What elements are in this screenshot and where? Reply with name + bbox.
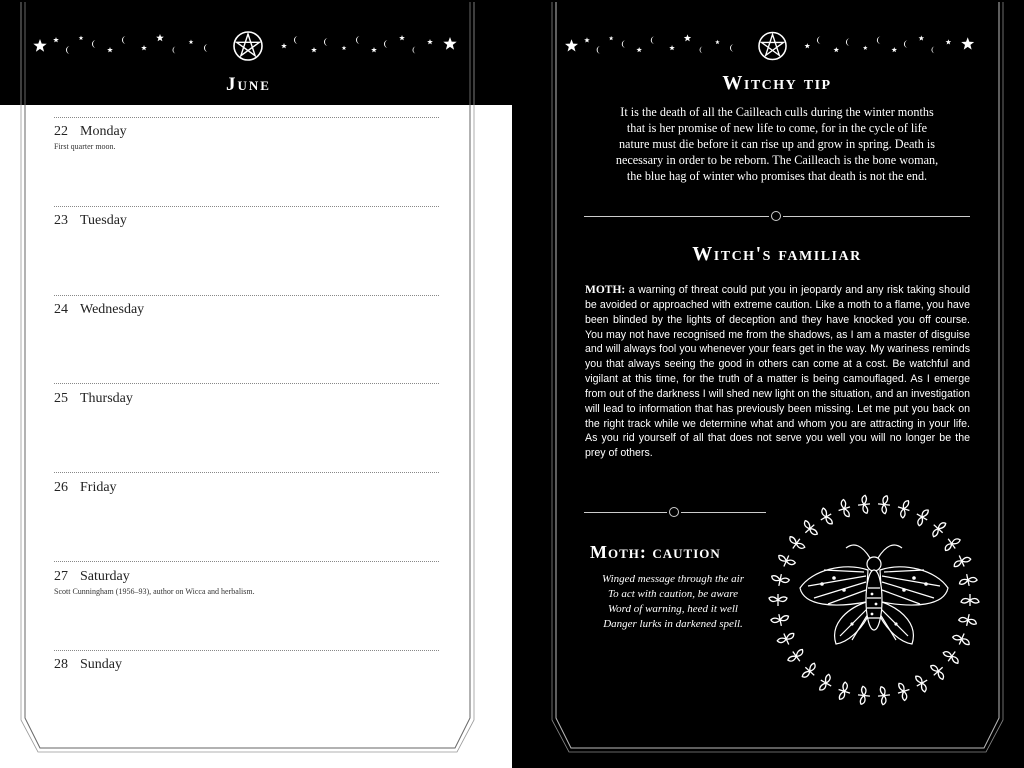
day-note: First quarter moon. (54, 142, 116, 151)
day-name: Monday (80, 124, 127, 139)
day-divider (54, 117, 439, 118)
day-entry-wednesday (54, 300, 438, 318)
tip-line: It is the death of all the Cailleach culls during the winter months (620, 105, 934, 119)
day-number: 25 (54, 391, 68, 406)
day-divider (54, 650, 439, 651)
witchy-tip-text (592, 104, 962, 184)
day-name: Thursday (80, 391, 133, 406)
poem-line: Winged message through the air (602, 573, 744, 585)
day-entry-thursday (54, 389, 438, 407)
day-number: 26 (54, 480, 68, 495)
moth-caution-title: Moth: caution (590, 542, 721, 562)
day-number: 22 (54, 124, 68, 139)
day-name: Wednesday (80, 302, 145, 317)
day-note: Scott Cunningham (1956–93), author on Wicca and herbalism. (54, 587, 255, 596)
day-name: Saturday (80, 569, 130, 584)
day-name: Friday (80, 480, 117, 495)
witchs-familiar-title: Witch's familiar (692, 243, 862, 265)
day-entry-sunday (54, 655, 438, 673)
day-entry-saturday (54, 567, 438, 596)
poem-line: Word of warning, heed it well (608, 603, 738, 615)
day-name: Tuesday (80, 213, 127, 228)
stars-moons-pentacle-icon (26, 26, 471, 66)
section-divider (584, 506, 766, 518)
day-entry-tuesday (54, 211, 438, 229)
month-title: June (226, 74, 271, 95)
section-divider (584, 210, 970, 222)
day-number: 23 (54, 213, 68, 228)
day-number: 24 (54, 302, 68, 317)
day-number: 27 (54, 569, 68, 584)
day-divider (54, 295, 439, 296)
day-divider (54, 383, 439, 384)
tip-line: that is her promise of new life to come, for in the cycle of life (626, 121, 928, 135)
day-name: Sunday (80, 657, 122, 672)
tip-line: the blue hag of winter who promises that death is not the end. (626, 169, 928, 183)
day-entry-monday (54, 122, 438, 151)
tip-line: necessary in order to be reborn. The Cailleach is the bone woman, (615, 153, 939, 167)
right-page (512, 0, 1024, 768)
day-number: 28 (54, 657, 68, 672)
tip-line: nature must die before it can rise up and grow in spring. Death is (618, 137, 936, 151)
day-divider (54, 472, 439, 473)
familiar-lead: MOTH: (585, 284, 626, 296)
poem-line: To act with caution, be aware (608, 588, 738, 600)
caution-poem (588, 572, 758, 632)
familiar-text: a warning of threat could put you in jeopardy and any risk taking should be avoided or approached with extreme caution. Like a moth to a flame, you have been blinded by the lights of deception and they have knocked you off course. You may not have recognised me from the shadows, as I am a master of disguise and will always fool you whenever your fears get in the way. My wariness reminds you that always seeing the good in others can come at a cost. Be watchful and vigilant at this time, for the truth of a matter is being camouflaged. As I emerge from out of the darkness I will shed new light on the situation, and an investigation will lead to information that has previously been missing. Let me put you back on the right track while we determine what and whom you are attracting in your life. As you rid yourself of all that does not serve you well you will no longer be the prey of others. (585, 284, 970, 460)
day-entry-friday (54, 478, 438, 496)
familiar-description (585, 283, 970, 461)
moth-in-leaf-wreath-icon (764, 488, 984, 708)
stars-moons-pentacle-icon (558, 26, 988, 66)
day-divider (54, 561, 439, 562)
poem-line: Danger lurks in darkened spell. (603, 618, 743, 630)
witchy-tip-title: Witchy tip (722, 72, 832, 94)
day-divider (54, 206, 439, 207)
